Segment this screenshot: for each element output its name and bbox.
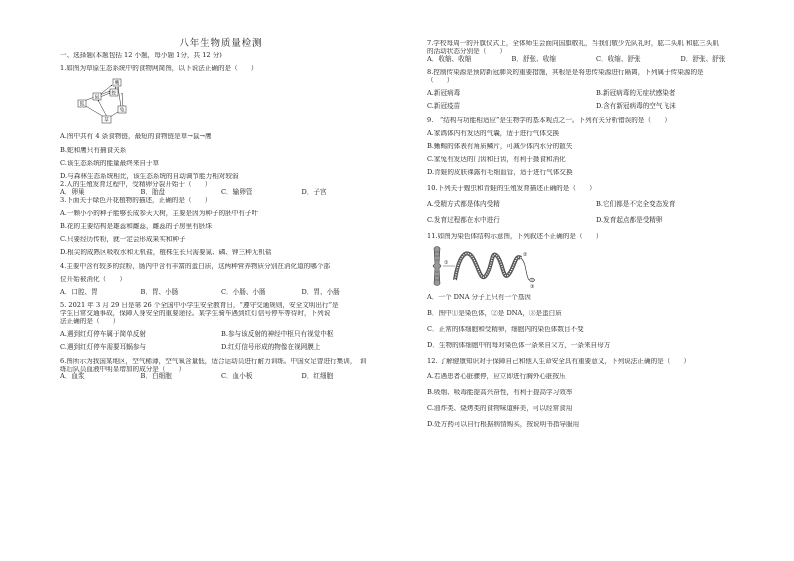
q10-option-a: A.受精方式都是体内受精 xyxy=(427,200,500,209)
label-three: ③ xyxy=(530,283,535,290)
q4-option-d: D．胃、小肠 xyxy=(301,288,340,297)
q3-option-a: A.一颗小小的种子能够长成参天大树，主要是因为种子的胚中有子叶 xyxy=(60,209,259,217)
q6-stem-line2: 练后队员血液中明显增加的成分是（ ） xyxy=(60,365,186,373)
q2-options xyxy=(60,189,382,197)
label-rabbit: 兔 xyxy=(119,107,125,114)
q9-option-d: D.青蛙的皮肤裸露有毛细血管，适于进行气体交换 xyxy=(427,169,573,177)
label-mouse: 鼠 xyxy=(94,94,100,101)
q7-stem-line2: 的活动状态分别是（ ） xyxy=(427,47,507,55)
q7-option-d: D．舒张、舒张 xyxy=(680,54,726,63)
q12-option-c: C.油炸类、烧烤类的食物味道鲜美，可以经常食用 xyxy=(427,405,573,413)
q11-stem: 11.如图为染色体结构示意图，下列叙述不正确的是（ ） xyxy=(427,232,603,240)
left-column xyxy=(60,38,382,381)
q4-option-c: C．小肠、小肠 xyxy=(221,288,266,297)
q4-options xyxy=(60,289,382,297)
q10-options-ab xyxy=(427,201,765,209)
chromosome-diagram xyxy=(429,244,539,290)
label-snake: 蛇 xyxy=(111,90,117,97)
food-web-diagram xyxy=(74,77,134,125)
label-grass: 草 xyxy=(104,117,110,124)
q3-stem: 3.下面关于绿色开花植物的描述，正确的是（ ） xyxy=(60,196,212,204)
label-eagle: 鹰 xyxy=(114,80,120,87)
label-two: ② xyxy=(523,251,528,258)
q12-option-a: A.若遇患者心脏骤停，应立即进行胸外心脏按压 xyxy=(427,373,566,381)
q11-option-a: A．一个 DNA 分子上只有一个基因 xyxy=(427,293,531,301)
q8-stem-line2: （ ） xyxy=(427,76,454,84)
q12-option-d: D.处方药可以自行根据病情购买，按说明书指导服用 xyxy=(427,421,580,429)
q8-option-b: B.新冠病毒的无症状感染者 xyxy=(596,89,676,98)
q5-stem-line1: 5. 2021 年 3 月 29 日是第 26 个全国中小学生安全教育日，“遵守交通规则，安全文明出行”是 xyxy=(60,302,339,310)
right-column xyxy=(427,40,765,429)
q1-option-a: A.图中共有 4 条食物链，最短的食物链是草→鼠→鹰 xyxy=(60,133,212,141)
q8-option-a: A.新冠病毒 xyxy=(427,89,461,98)
q1-option-d: D.与森林生态系统相比，该生态系统的自动调节能力相对较弱 xyxy=(60,172,239,180)
q7-stem-line1: 7.学校每周一的升旗仪式上，全体师生会面向国旗敬礼，当我们敬少先队礼时，肱二头肌 和肱三头肌 xyxy=(427,40,719,47)
q8-stem-line1: 8.控制传染源是预防新冠肺炎的重要措施，其根是是将患传染源进行隔离，下列属于传染源的是 xyxy=(427,69,704,77)
q5-option-b: B.参与该反射的神经中枢只有视觉中枢 xyxy=(221,330,334,339)
q4-stem-line2: 位开始被消化（ ） xyxy=(60,275,126,283)
q6-options xyxy=(60,373,382,381)
q3-option-c: C.只要经历传粉，就一定会形成果实和种子 xyxy=(60,236,186,244)
q7-options xyxy=(427,56,765,64)
q1-option-c: C.该生态系统的能量最终来自于草 xyxy=(60,159,160,167)
q5-stem-line3: 法正确的是（ ） xyxy=(60,318,120,326)
q7-option-c: C．收缩、舒张 xyxy=(596,54,641,63)
q8-options-ab xyxy=(427,90,765,98)
q11-option-c: C．正常的体细胞和受精卵，细胞内的染色体数目不变 xyxy=(427,325,584,333)
q12-option-b: B.吸烟、吸毒能提高兴奋性，有利于提高学习效率 xyxy=(427,389,573,397)
q2-option-b: B．胎盘 xyxy=(140,187,166,196)
q10-option-b: B.它们都是不完全变态发育 xyxy=(596,200,676,209)
q11-option-d: D．生物的体细胞中的每对染色体一条来自父方，一条来自母方 xyxy=(427,341,611,349)
q11-option-b: B．图中①是染色体，②是 DNA，③是蛋白质 xyxy=(427,309,562,317)
section-heading: 一、选择题(本题包括 12 小题，每小题 1分，共 12 分) xyxy=(60,52,222,60)
q7-option-a: A．收缩、收缩 xyxy=(427,54,472,63)
label-fox: 狐 xyxy=(79,101,85,108)
q6-stem-line1: 6.图所示为我国某地区，空气稀薄，空气氧含量低，适合运动员进行耐力训练。中国女足曾进行集训， 训 xyxy=(60,357,367,365)
q6-option-d: D．红细胞 xyxy=(301,372,334,381)
q5-option-c: C.遇到红灯停车需要耳蜗参与 xyxy=(60,343,147,352)
q3-option-b: B.花的主要结构是雄蕊和雌蕊，雌蕊的子房里有胚珠 xyxy=(60,223,213,231)
q10-option-c: C.发育过程都在水中进行 xyxy=(427,216,500,225)
q9-option-c: C.家兔有发达的门齿和臼齿，有利于摄食和消化 xyxy=(427,156,566,164)
q4-stem-line1: 4.主要中含有较多的淀粉，肠内中含有丰富的蛋白质，这两种营养物质分别在消化道的哪个部 xyxy=(60,262,331,270)
page-title: 八年生物质量检测 xyxy=(179,38,263,49)
q9-option-a: A.家鸽体内有发达的气囊，适于进行气体交换 xyxy=(427,129,560,137)
q6-option-c: C．血小板 xyxy=(221,372,253,381)
q6-option-b: B．白细胞 xyxy=(140,372,172,381)
q9-option-b: B.蜥蜴的体表有角质鳞片，可减少体内水分的散失 xyxy=(427,142,573,150)
q1-option-b: B.蛇和鹰只有捕食关系 xyxy=(60,146,127,154)
q8-option-d: D.含有新冠病毒的空气飞沫 xyxy=(596,102,676,111)
q10-option-d: D.发育起点都是受精卵 xyxy=(596,216,663,225)
q8-option-c: C.新冠疫苗 xyxy=(427,102,461,111)
q5-option-d: D.红灯信号形成的物像在视网膜上 xyxy=(221,343,321,352)
q12-stem: 12. 了解健康知识对于保障自己和他人生命安全具有重要意义，下列说法正确的是（ ） xyxy=(427,357,691,365)
q1-stem: 1.如图为草原生态系统中的食物网简图，以下说法正确的是（ ） xyxy=(60,65,258,73)
q7-option-b: B．舒张、收缩 xyxy=(511,54,556,63)
q4-option-a: A．口腔、胃 xyxy=(60,288,98,297)
q9-stem: 9. “结构与功能相适应”是生物学的基本观点之一。下列有关分析错误的是（ ） xyxy=(427,116,671,124)
q5-stem-line2: 学生日常交通事故，保障人身安全的重要途径。某学生骑车遇到红灯信号停车等待时，下列说 xyxy=(60,310,331,318)
q6-option-a: A．血浆 xyxy=(60,372,85,381)
q2-option-a: A．卵巢 xyxy=(60,187,85,196)
q3-option-d: D.根尖的成熟区吸收水和无机盐，植株生长只需要氮、磷、钾三种无机盐 xyxy=(60,249,272,257)
q8-options-cd xyxy=(427,103,765,111)
q2-option-d: D．子宫 xyxy=(301,187,327,196)
q2-option-c: C．输卵管 xyxy=(221,187,253,196)
q5-options-ab xyxy=(60,331,382,339)
q10-options-cd xyxy=(427,217,765,225)
q5-option-a: A.遇到红灯停车属于简单反射 xyxy=(60,330,146,339)
q2-stem: 2.人的生殖发育过程中，受精卵分裂开始于（ ） xyxy=(60,180,212,188)
q4-option-b: B．胃、小肠 xyxy=(140,288,179,297)
chromosome-figure xyxy=(429,244,765,290)
q5-options-cd xyxy=(60,344,382,352)
q10-stem: 10.下列关于蝗虫和青蛙的生殖发育描述正确的是（ ） xyxy=(427,185,596,193)
label-one: ① xyxy=(444,259,449,266)
